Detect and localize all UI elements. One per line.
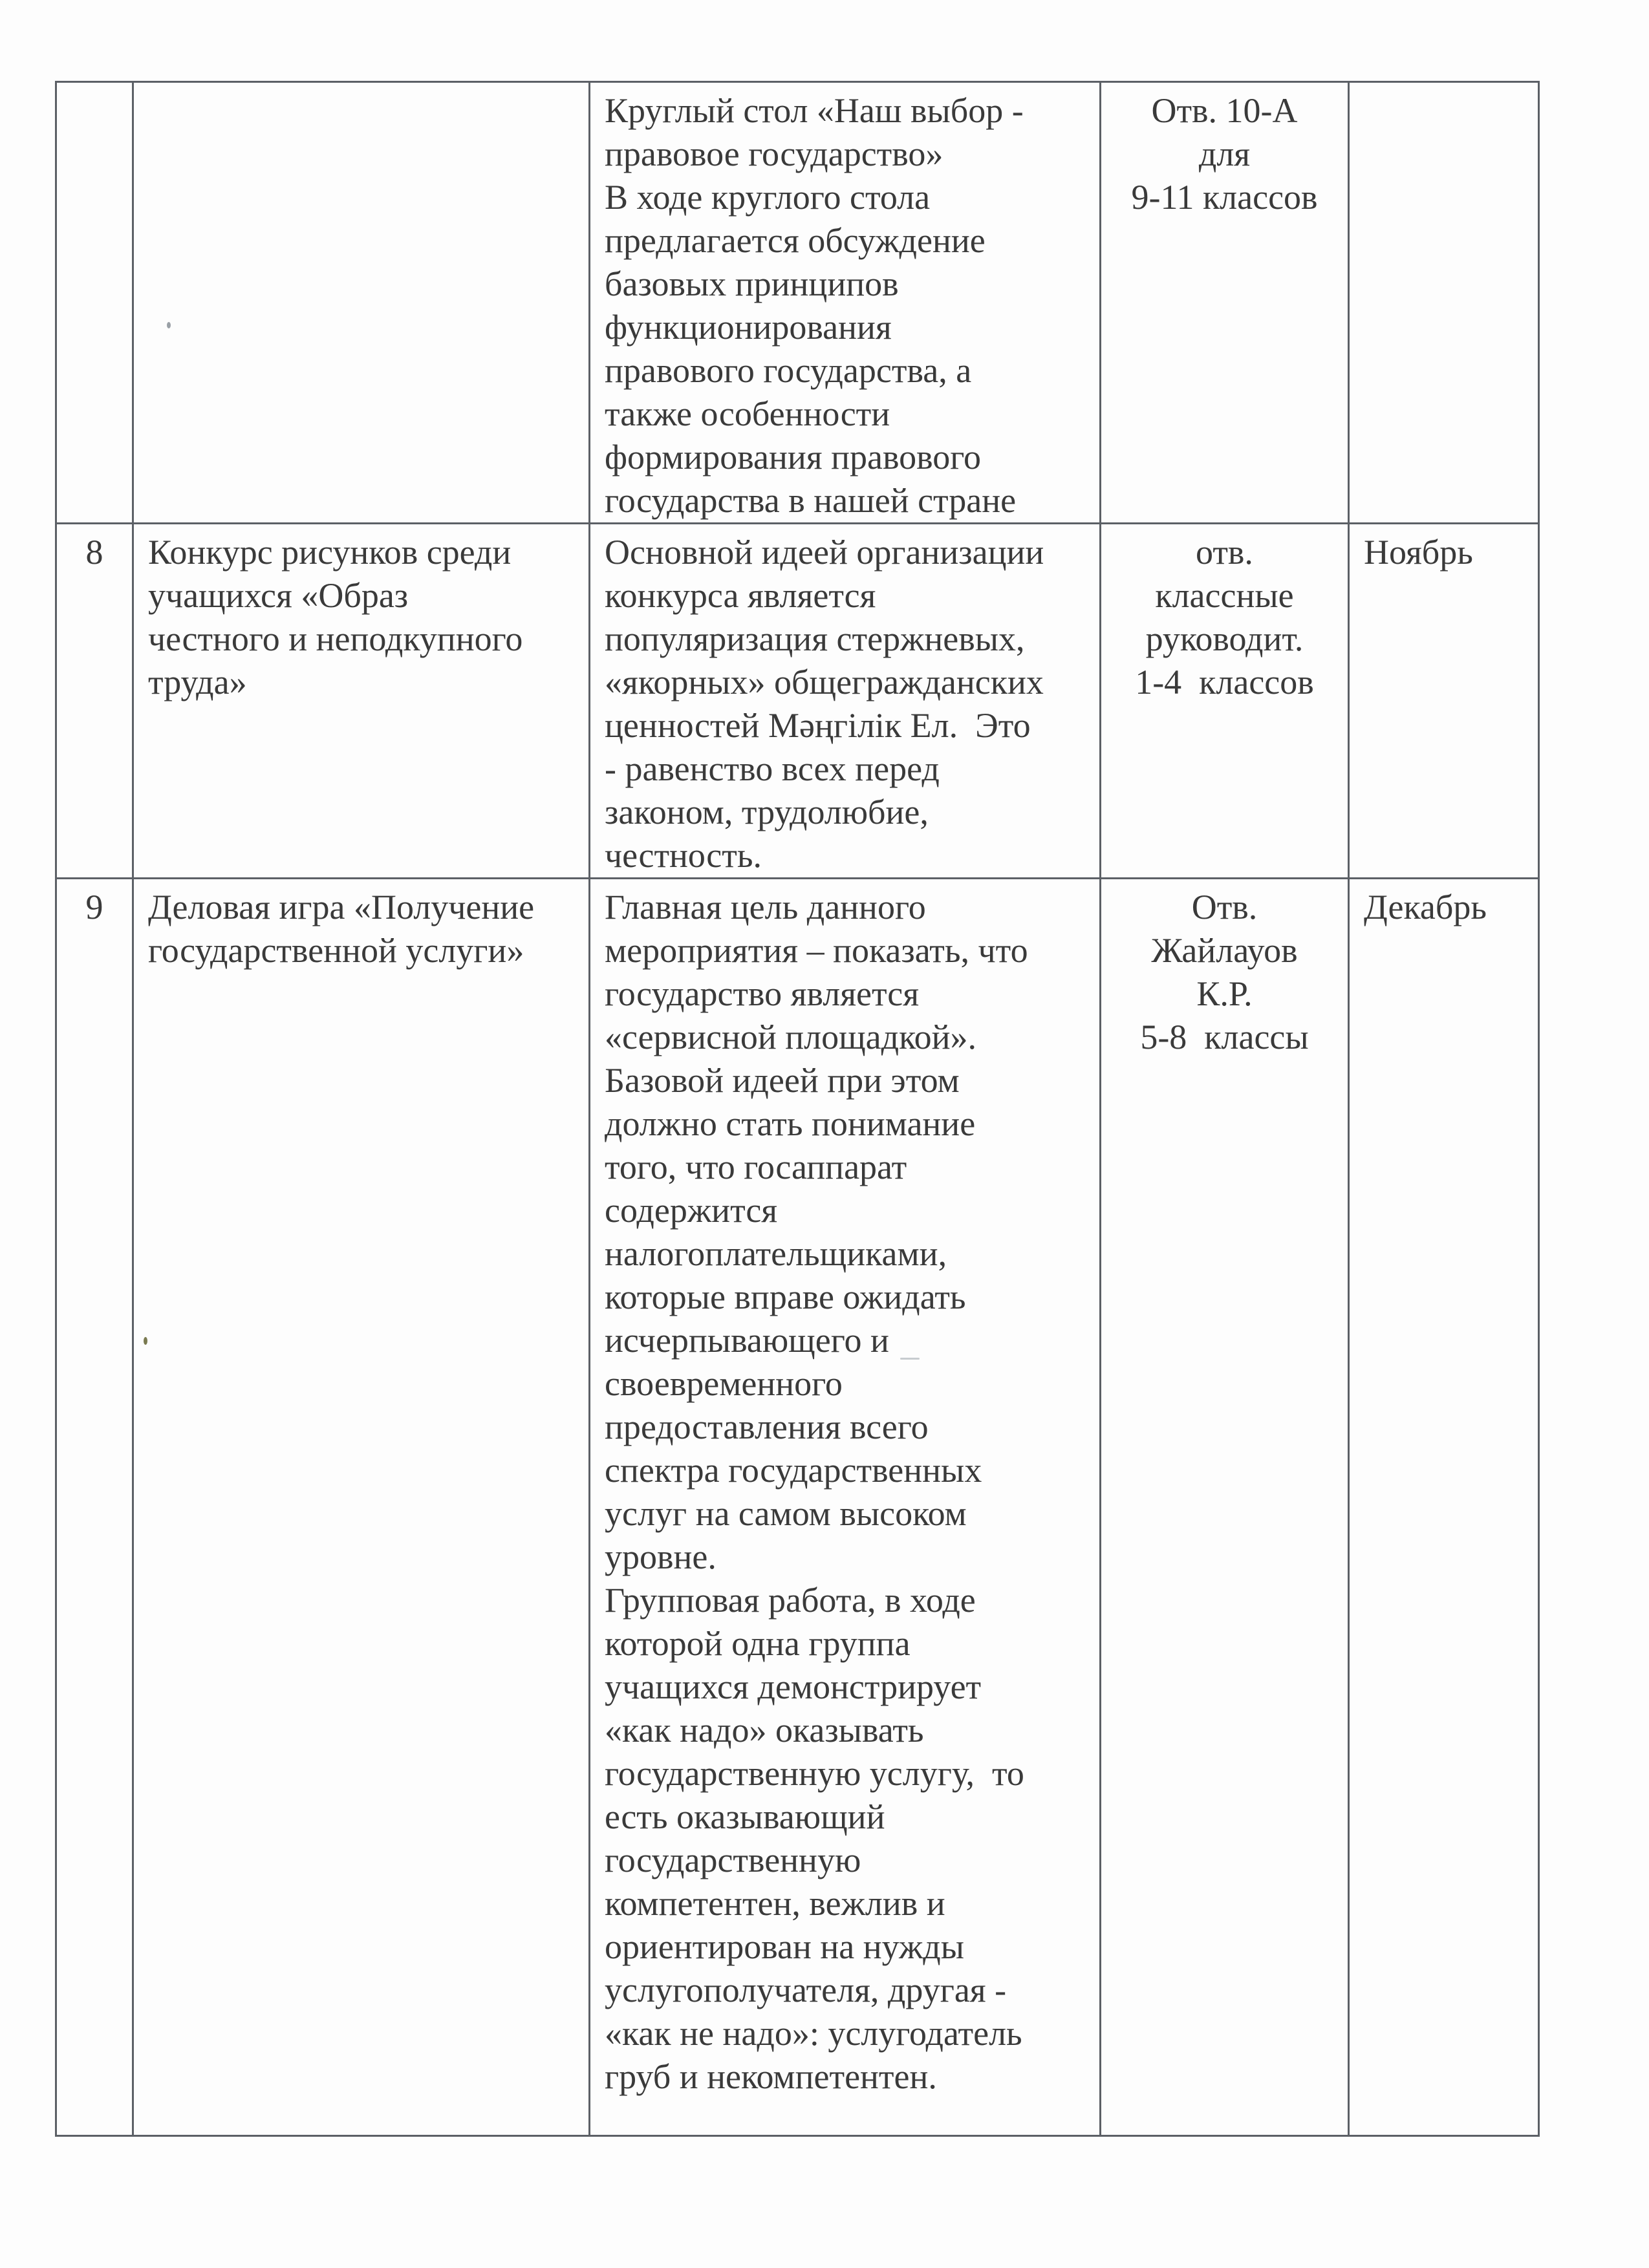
responsible-lines [1105,886,1344,1059]
event-cell [133,82,590,524]
text-line: ориентирован на нужды [605,1927,965,1966]
row-number-cell [56,524,133,879]
text-line: руководит. [1145,619,1304,658]
text-line: «сервисной площадкой». [605,1018,977,1056]
month-cell [1349,524,1539,879]
text-line: государственной услуги» [148,931,524,970]
text-line: «как не надо»: услугодатель [605,2014,1022,2053]
description-cell [590,82,1101,524]
text-line: услуг на самом высоком [605,1494,967,1533]
text-line: государства в нашей стране [605,481,1017,520]
text-line: государство является [605,974,920,1013]
text-line: содержится [605,1191,778,1230]
text-line: предоставления всего [605,1407,929,1446]
text-line: «якорных» общегражданских [605,663,1044,701]
text-line: Групповая работа, в ходе [605,1581,976,1620]
text-line: 5-8 классы [1140,1018,1309,1056]
text-line: Конкурс рисунков среди [148,533,512,572]
text-line: Отв. [1191,888,1258,926]
text-line: услугополучателя, другая - [605,1971,1007,2009]
text-line: популяризация стержневых, [605,619,1025,658]
events-plan-table [55,81,1540,2137]
responsible-lines [1105,89,1344,219]
text-line: груб и некомпетентен. [605,2057,937,2096]
text-line: К.Р. [1196,974,1253,1013]
table-row [56,82,1539,524]
text-line: того, что госаппарат [605,1148,907,1186]
scan-speck [900,1358,920,1360]
text-line: налогоплательщиками, [605,1234,947,1273]
text-line: мероприятия – показать, что [605,931,1028,970]
responsible-cell [1101,524,1349,879]
description-cell [590,879,1101,2136]
row-number-cell [56,82,133,524]
text-line: «как надо» оказывать [605,1711,924,1749]
event-cell [133,524,590,879]
event-cell [133,879,590,2136]
text-line: своевременного [605,1364,843,1403]
text-line: честного и неподкупного [148,619,523,658]
table-row [56,879,1539,2136]
text-line: спектра государственных [605,1451,982,1490]
text-line: классные [1155,576,1294,615]
text-line: правовое государство» [605,134,943,173]
month: Ноябрь [1364,533,1473,572]
event-lines [148,531,576,704]
text-line: ценностей Мәңгілік Ел. Это [605,706,1031,745]
text-line: отв. [1196,533,1253,572]
responsible-cell [1101,82,1349,524]
text-line: государственную [605,1841,861,1879]
text-line: Базовой идеей при этом [605,1061,960,1100]
text-line: 9-11 классов [1131,178,1318,217]
text-line: государственную услугу, то [605,1754,1024,1793]
text-line: учащихся «Образ [148,576,409,615]
scan-speck [144,1337,147,1345]
text-line: честность. [605,836,762,875]
row-number: 9 [85,888,103,926]
responsible-cell [1101,879,1349,2136]
row-number: 8 [85,533,103,572]
text-line: которые вправе ожидать [605,1278,966,1316]
text-line: 1-4 классов [1135,663,1314,701]
text-line: должно стать понимание [605,1104,976,1143]
text-line: Основной идеей организации [605,533,1044,572]
text-line: функционирования [605,308,892,347]
text-line: компетентен, вежлив и [605,1884,945,1923]
text-line: Главная цель данного [605,888,926,926]
description-cell [590,524,1101,879]
description-lines [605,886,1086,2099]
text-line: которой одна группа [605,1624,911,1663]
table-row [56,524,1539,879]
text-line: конкурса является [605,576,876,615]
text-line: труда» [148,663,247,701]
text-line: законом, трудолюбие, [605,793,929,831]
scan-speck [167,322,171,328]
text-line: исчерпывающего и [605,1321,889,1360]
text-line: формирования правового [605,438,982,476]
responsible-lines [1105,531,1344,704]
text-line: В ходе круглого стола [605,178,931,217]
text-line: Жайлауов [1151,931,1298,970]
description-lines [605,531,1086,877]
text-line: - равенство всех перед [605,749,940,788]
row-number-cell [56,879,133,2136]
month-cell [1349,879,1539,2136]
month-cell [1349,82,1539,524]
text-line: есть оказывающий [605,1797,885,1836]
text-line: Круглый стол «Наш выбор - [605,91,1024,130]
text-line: правового государства, а [605,351,972,390]
text-line: учащихся демонстрирует [605,1667,982,1706]
text-line: Деловая игра «Получение [148,888,535,926]
event-lines [148,886,576,972]
text-line: базовых принципов [605,264,899,303]
text-line: уровне. [605,1537,717,1576]
text-line: для [1198,134,1251,173]
text-line: предлагается обсуждение [605,221,986,260]
month: Декабрь [1364,888,1487,926]
text-line: также особенности [605,394,890,433]
text-line: Отв. 10-А [1151,91,1298,130]
description-lines [605,89,1086,522]
